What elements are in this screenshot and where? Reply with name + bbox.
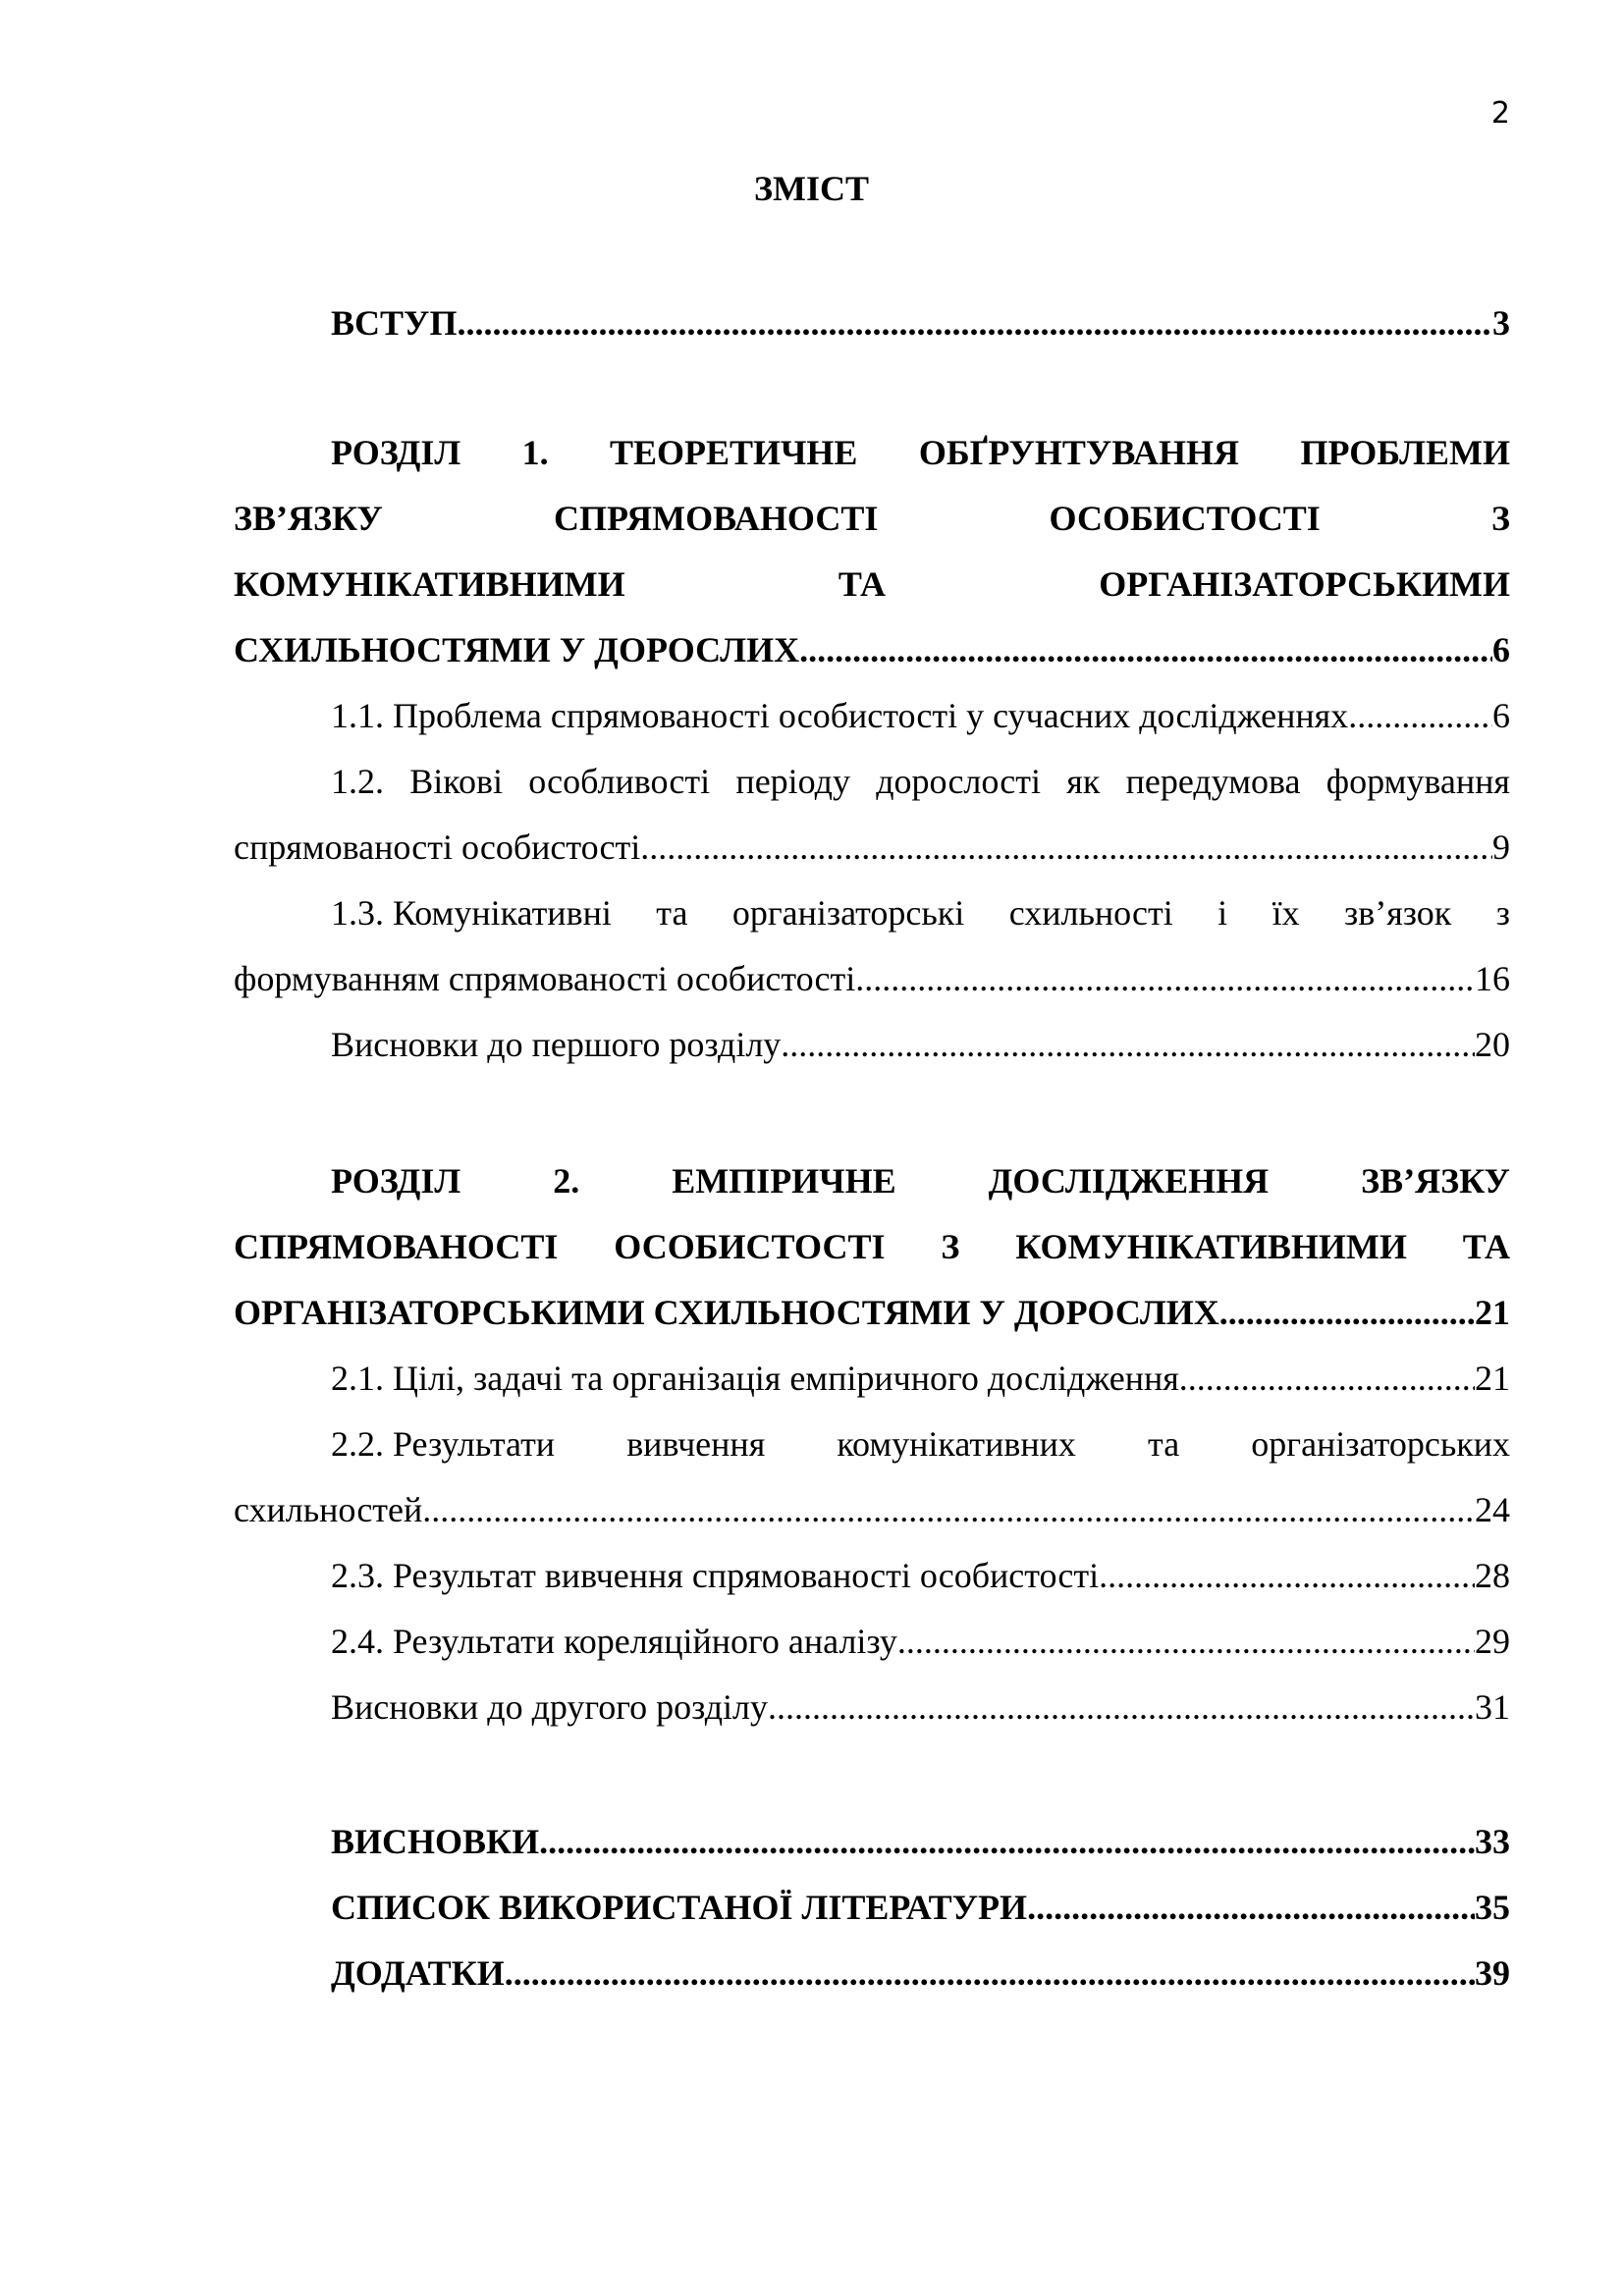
toc-chapter-1[interactable] xyxy=(234,420,1510,683)
toc-conclusions[interactable]: ВИСНОВКИ ..... 33 xyxy=(234,1809,1510,1875)
dot-leader xyxy=(457,291,1492,356)
toc-intro-page: 3 xyxy=(1492,303,1510,343)
dot-leader xyxy=(539,1809,1475,1875)
toc-chapter-1-page: 6 xyxy=(1492,630,1510,669)
toc-chapter-1-conclusions[interactable]: Висновки до першого розділу ..... 20 xyxy=(234,1012,1510,1078)
toc-intro-label: ВСТУП xyxy=(331,303,458,343)
dot-leader xyxy=(1099,1543,1475,1609)
toc-chapter-2[interactable] xyxy=(234,1148,1510,1346)
toc-section-1-2[interactable]: 1.2. Вікові особливості періоду дорослості як передумова формування спрямованості особистості ..... 9 xyxy=(234,749,1510,881)
toc-chapter-2-page: 21 xyxy=(1475,1293,1510,1332)
dot-leader xyxy=(799,617,1492,683)
toc-section-2-3[interactable]: 2.3. Результат вивчення спрямованості особистості ..... 28 xyxy=(234,1543,1510,1609)
dot-leader xyxy=(505,1941,1475,2006)
page-number: 2 xyxy=(1490,96,1510,131)
chapter-1-heading-line-4: СХИЛЬНОСТЯМИ У ДОРОСЛИХ ..... 6 xyxy=(234,617,1510,683)
dot-leader xyxy=(897,1609,1475,1675)
toc-section-2-4[interactable]: 2.4. Результати кореляційного аналізу ..... 29 xyxy=(234,1609,1510,1675)
chapter-1-heading-line-1: РОЗДІЛ 1. ТЕОРЕТИЧНЕ ОБҐРУНТУВАННЯ ПРОБЛЕМИ xyxy=(331,433,1510,472)
toc-appendices[interactable]: ДОДАТКИ ..... 39 xyxy=(234,1941,1510,2006)
toc-chapter-2-conclusions[interactable]: Висновки до другого розділу ..... 31 xyxy=(234,1675,1510,1740)
dot-leader xyxy=(640,815,1492,881)
toc-references[interactable]: СПИСОК ВИКОРИСТАНОЇ ЛІТЕРАТУРИ ..... 35 xyxy=(234,1875,1510,1941)
dot-leader xyxy=(781,1012,1475,1078)
toc-section-1-1[interactable]: 1.1. Проблема спрямованості особистості у сучасних дослідженнях ..... 6 xyxy=(234,683,1510,749)
toc-title: ЗМІСТ xyxy=(754,169,869,208)
toc-section-2-2[interactable]: 2.2. Результати вивчення комунікативних та організаторських схильностей ..... 24 xyxy=(234,1412,1510,1543)
dot-leader xyxy=(768,1675,1475,1740)
chapter-2-heading-line-3: ОРГАНІЗАТОРСЬКИМИ СХИЛЬНОСТЯМИ У ДОРОСЛИХ ..... 21 xyxy=(234,1280,1510,1346)
dot-leader xyxy=(1348,683,1492,749)
chapter-1-heading-line-2: ЗВ’ЯЗКУ СПРЯМОВАНОСТІ ОСОБИСТОСТІ З xyxy=(234,499,1510,538)
toc-section-2-1[interactable]: 2.1. Цілі, задачі та організація емпіричного дослідження ..... 21 xyxy=(234,1346,1510,1412)
dot-leader xyxy=(855,946,1475,1012)
dot-leader xyxy=(1219,1280,1475,1346)
chapter-2-heading-line-2: СПРЯМОВАНОСТІ ОСОБИСТОСТІ З КОМУНІКАТИВНИМИ ТА xyxy=(234,1227,1510,1266)
toc-section-1-3[interactable]: 1.3. Комунікативні та організаторські схильності і їх зв’язок з формуванням спрямованості особистості ..... 16 xyxy=(234,881,1510,1012)
toc-intro[interactable] xyxy=(234,291,1510,356)
chapter-2-heading-line-1: РОЗДІЛ 2. ЕМПІРИЧНЕ ДОСЛІДЖЕННЯ ЗВ’ЯЗКУ xyxy=(331,1161,1510,1201)
chapter-1-heading-line-3: КОМУНІКАТИВНИМИ ТА ОРГАНІЗАТОРСЬКИМИ xyxy=(234,564,1510,604)
dot-leader xyxy=(1179,1346,1475,1412)
dot-leader xyxy=(1027,1875,1475,1941)
dot-leader xyxy=(422,1477,1475,1543)
